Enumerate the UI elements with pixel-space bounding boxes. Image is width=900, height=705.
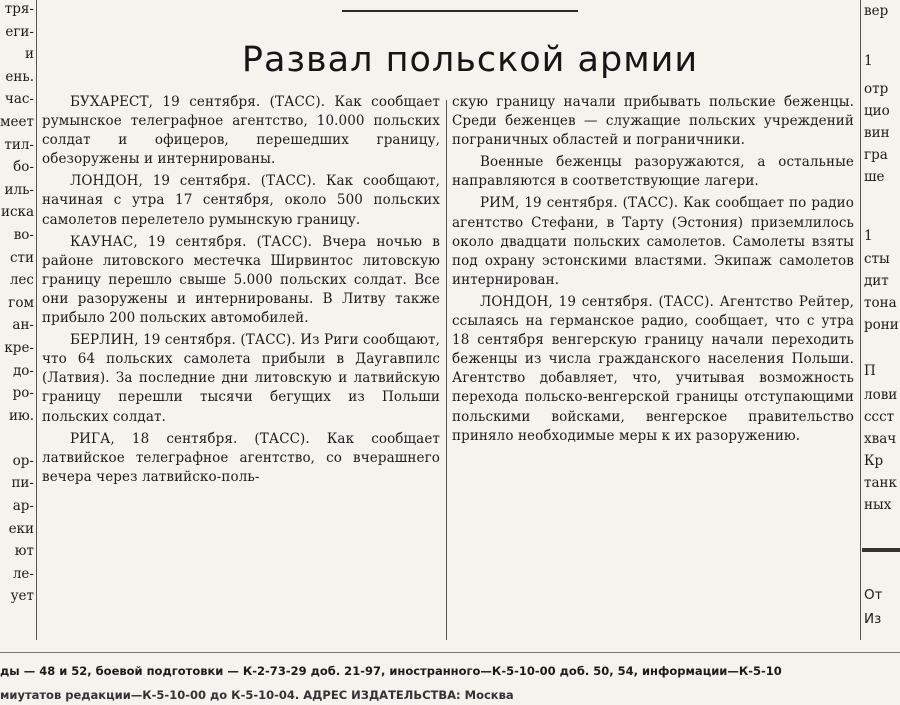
article-column-left [42,93,440,487]
news-paragraph: БУХАРЕСТ, 19 сентября. (ТАСС). Как сообщает румынское телеграфное агентство, 10.000 польских солдат и офицеров, перешедших границу, обезоружены и интернированы. [42,94,440,168]
fragment-text: Из [864,611,882,627]
fragment-text: ше [864,169,885,185]
fragment-text: еки [8,520,34,537]
news-paragraph: РИМ, 19 сентября. (ТАСС). Как сообщает по радио агентство Стефани, в Тарту (Эстония) приземлилось около двадцати польских самолетов. Самолеты взяты под охрану эстонскими властями. Экипаж самолетов интернирован. [452,195,854,288]
footer-rule [0,652,900,653]
fragment-text: тона [864,295,897,311]
news-paragraph: КАУНАС, 19 сентября. (ТАСС). Вчера ночью в районе литовского местечка Ширвинтос литовскую границу перешло свыше 5.000 польских солдат. Все они разоружены и интернированы. В Литву также прибыло 200 польских автомобилей. [42,233,440,327]
fragment-text: сти [9,249,34,266]
fragment-text: Кр [864,453,884,469]
left-column-rule [36,0,37,640]
article-column-right [452,93,854,446]
fragment-text: гра [864,147,888,163]
fragment-text: пи- [11,475,34,492]
fragment-text: меет [0,113,34,130]
footer-contacts-line: ды — 48 и 52, боевой подготовки — К-2-73-29 доб. 21-97, иностранного—К-5-10-00 доб. 50, 54, информации—К-5-10 [0,664,782,678]
fragment-text: вер [864,3,889,19]
fragment-text: От [864,587,883,603]
top-rule [342,10,578,12]
fragment-text: рони [864,317,899,333]
fragment-text: ар- [12,498,34,515]
fragment-text: ссст [864,409,895,425]
fragment-text: иль- [4,181,34,198]
fragment-text: иска [0,204,34,221]
left-adjacent-fragments [0,0,34,608]
fragment-text: гом [8,294,34,311]
fragment-text: танк [864,475,897,491]
fragment-text: лес [9,272,34,289]
fragment-text: 1 [864,53,873,69]
fragment-text: до- [12,362,34,379]
fragment-text: ор- [12,452,34,469]
fragment-text: ень. [5,68,34,85]
news-paragraph: РИГА, 18 сентября. (ТАСС). Как сообщает латвийское телеграфное агентство, со вчерашнего вечера через латвийско-поль- [42,430,440,485]
center-column-rule [446,100,447,640]
footer-address-line: миутатов редакции—К-5-10-00 до К-5-10-04. АДРЕС ИЗДАТЕЛЬСТВА: Москва [0,688,514,702]
fragment-text: лови [864,387,898,403]
fragment-text: 1 [864,228,873,244]
fragment-text: тря- [4,1,34,17]
fragment-text: вин [864,125,890,141]
fragment-text: еги- [5,23,34,40]
fragment-text: ию. [8,407,34,424]
fragment-text: цио [864,103,890,119]
fragment-text: хвач [864,431,897,447]
news-paragraph: скую границу начали прибывать польские беженцы. Среди беженцев — служащие польских учреждений пограничных областей и пограничники. [452,94,854,149]
fragment-text: ных [864,497,892,513]
article-headline: Развал польской армии [241,40,699,80]
fragment-text [0,427,34,450]
fragment-text: и [25,46,34,63]
news-paragraph: ЛОНДОН, 19 сентября. (ТАСС). Как сообщают, начиная с утра 17 сентября, около 500 польских самолетов перелетело румынскую границу. [42,173,440,228]
fragment-text: ан- [12,317,34,334]
news-paragraph: ЛОНДОН, 19 сентября. (ТАСС). Агентство Рейтер, ссылаясь на германское радио, сообщает, что с утра 18 сентября венгерскую границу начали переходить беженцы из числа гражданского населения Польши. Агентство добавляет, что, учитывая возможность перехода польско-венгерской границы отступающими польскими войсками, венгерское правительство приняло необходимые меры к их разоружению. [452,293,854,444]
fragment-text: ует [10,588,34,605]
fragment-text: дит [864,273,889,289]
fragment-text: бо- [13,159,34,176]
fragment-text: сты [864,251,890,267]
fragment-text: ле- [12,565,34,582]
fragment-text: тил- [4,136,34,153]
fragment-text: П [864,363,876,379]
news-paragraph: Военные беженцы разоружаются, а остальные направляются в соответствующие лагери. [452,154,854,190]
fragment-text: ют [14,543,34,560]
news-paragraph: БЕРЛИН, 19 сентября. (ТАСС). Из Риги сообщают, что 64 польских самолета прибыли в Даугавпилс (Латвия). За последние дни литовскую и латвийскую границу перешли тысячи бегущих из Польши польских солдат. [42,332,440,425]
fragment-text: ро- [12,385,34,402]
fragment-text: отр [864,81,889,97]
right-heavy-rule [862,548,900,552]
right-column-rule [860,0,861,640]
fragment-text: кре- [4,339,34,356]
fragment-text: во- [13,226,34,243]
fragment-text: час- [4,91,34,108]
